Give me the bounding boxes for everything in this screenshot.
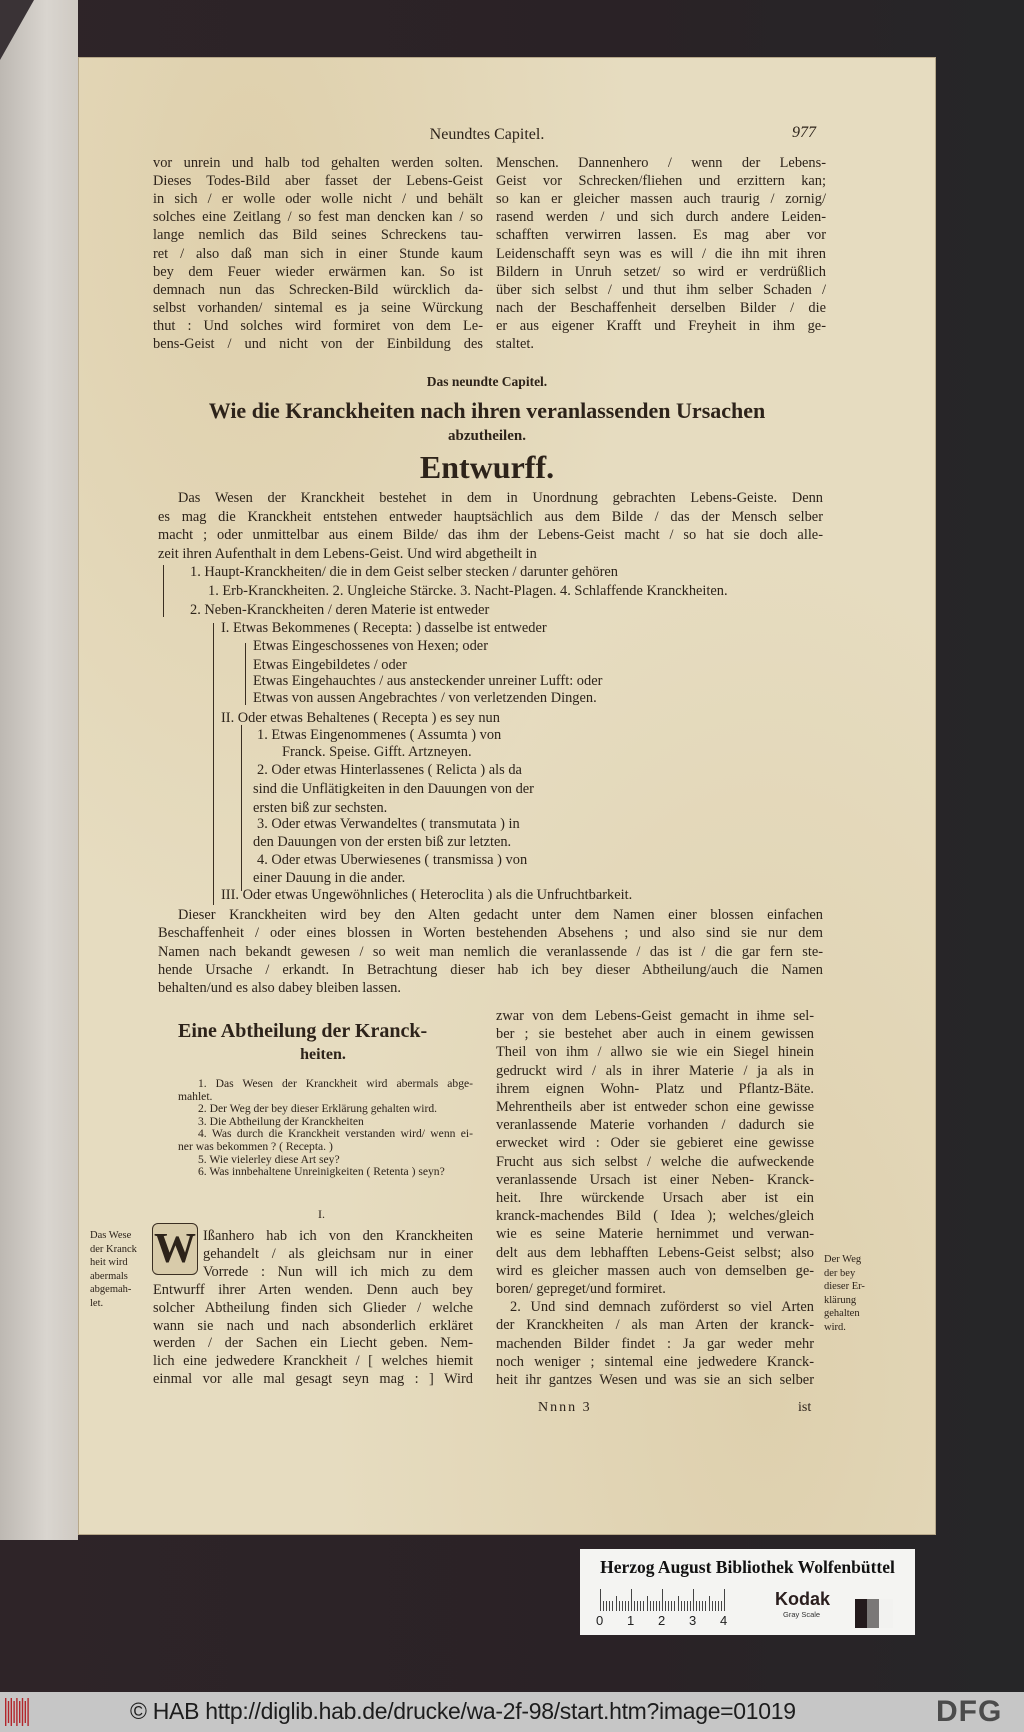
ruler-tick [718,1601,719,1611]
adjacent-page-edge [0,0,78,1540]
margin-note-line: gehalten [824,1308,860,1320]
contents-item: mahlet. [178,1089,213,1103]
ruler-tick [674,1601,675,1611]
ruler-tick [606,1601,607,1611]
ruler-tick [628,1601,629,1611]
footer-bar [0,1692,1024,1732]
text-line: macht ; oder unmittelbar aus einem Bilde/ das ihm der Lebens-Geist macht / so hat sie doch alle- [158,527,823,543]
catchword: ist [798,1400,812,1415]
outline-item: I. Etwas Bekommenes ( Recepta: ) dasselbe ist entweder [221,620,547,636]
outline-item: einer Dauung in die ander. [253,870,406,886]
text-line: selbst vorhanden/ sintemal es ja seine Würckung [153,299,483,316]
text-line: Entwurff ihrer Arten wenden. Denn auch bey [153,1281,473,1298]
text-line: der Kranckheiten / als man Arten der kranck- [496,1317,814,1334]
running-head: Neundtes Capitel. [429,126,545,143]
text-line: er aus eigener Krafft und Freyheit in ihm ge- [496,317,826,334]
text-line: Menschen. Dannenhero / wenn der Lebens- [496,155,826,171]
text-line: nach der Beschaffenheit derselben Bilder / die [496,299,826,316]
chapter-title-cont: abzutheilen. [448,428,526,444]
contents-item: 2. Der Weg der bey dieser Erklärung gehalten wird. [198,1102,438,1116]
outline-item: Franck. Speise. Gifft. Artzneyen. [282,744,472,760]
signature-mark: Nnnn 3 [538,1400,592,1415]
drop-cap-initial: W [152,1223,198,1275]
text-line: heit. Ihre würckende Ursach aber ist ein [496,1190,814,1206]
text-line: ber ; sie bestehet aber auch in einem gewissen [496,1026,814,1043]
text-line: hende Ursache / erkandt. In Betrachtung dieser hab ich bey dieser Abtheilung/auch die Namen [158,961,823,978]
margin-note-line: wird. [824,1322,846,1333]
copyright-link[interactable]: © HAB http://diglib.hab.de/drucke/wa-2f-98/start.htm?image=01019 [130,1698,796,1724]
text-line: bens-Geist / und nicht von der Einbildung des [153,336,483,352]
text-line: einmal vor alle mal gesagt seyn mag : ] Wird [153,1371,473,1388]
text-line: Leidenschafft seyn was es will / die ihn mit ihren [496,245,826,262]
page-number: 977 [792,124,816,141]
margin-note-line: heit wird [90,1257,128,1269]
text-line: bey dem Feuer wieder erwärmen kan. So ist [153,263,483,280]
text-line: heit ihr gantzes Wesen und was sie an sich selber [496,1372,814,1388]
ruler-tick [634,1601,635,1611]
page-shadow [0,0,34,60]
outline-brace [213,623,214,905]
chapter-label: Das neundte Capitel. [426,374,548,389]
ruler-tick [637,1601,638,1611]
ruler-number: 0 [596,1613,604,1628]
ruler-tick [684,1601,685,1611]
text-line: wie es seine Materie hernimmet und verwan- [496,1226,814,1243]
ruler-number: 3 [689,1613,697,1628]
ruler-tick [712,1601,713,1611]
text-line: Das Wesen der Kranckheit bestehet in dem in Unordnung gebrachten Lebens-Geiste. Denn [178,490,823,506]
book-page [78,57,936,1535]
text-line: kranck-machendes Bild ( Idea ); welches/gleich [496,1208,814,1225]
ruler-tick [662,1589,663,1611]
ruler-tick [693,1589,694,1611]
ruler-tick [643,1601,644,1611]
ruler-tick [681,1601,682,1611]
paragraph-number: I. [318,1207,325,1221]
ruler-tick [653,1601,654,1611]
kodak-logo: Kodak [775,1589,831,1609]
ruler-tick [690,1601,691,1611]
ruler-tick [622,1601,623,1611]
text-line: veranlassende Ursach ist einer Neben- Kranck- [496,1171,814,1188]
margin-note-line: let. [90,1298,104,1309]
ruler-number: 1 [627,1613,635,1628]
text-line: 2. Und sind demnach zuförderst so viel Arten [510,1299,814,1316]
outline-brace [245,643,246,705]
outline-item: 2. Neben-Kranckheiten / deren Materie ist entweder [190,602,490,618]
ruler-tick [709,1596,710,1611]
outline-item: 1. Etwas Eingenommenes ( Assumta ) von [257,727,502,743]
outline-item: II. Oder etwas Behaltenes ( Recepta ) es sey nun [221,710,500,726]
text-line: lich eine jedwedere Kranckheit / [ welches hiemit [153,1353,473,1370]
contents-item: 3. Die Abtheilung der Kranckheiten [198,1114,364,1128]
text-line: solcher Abtheilung finden sich Glieder / welche [153,1299,473,1316]
gray-swatch [879,1599,893,1628]
text-line: behalten/und es also dabey bleiben lassen. [158,980,401,997]
ruler-tick [678,1596,679,1611]
text-line: Vorrede : Nun will ich mich zu dem [203,1263,473,1280]
text-line: machenden Bilder findet : Ja gar weder mehr [496,1335,814,1352]
color-reference-chart [580,1549,915,1635]
chapter-title: Wie die Kranckheiten nach ihren veranlassenden Ursachen [208,398,766,423]
text-line: demnach nun das Schrecken-Bild würcklich da- [153,281,483,298]
margin-note-line: klärung [824,1294,857,1306]
ruler-tick [702,1601,703,1611]
text-line: Bildern in Unruh setzet/ so wird er verdrüßlich [496,263,826,280]
text-line: gehandelt / als gleichsam nur in einer [203,1245,473,1262]
text-line: boren/ gepreget/und formiret. [496,1281,666,1297]
text-line: wird es gleicher massen auch von demselben ge- [496,1262,814,1279]
outline-item: den Dauungen von der ersten biß zur letzten. [253,834,512,850]
ruler-tick [616,1596,617,1611]
margin-note-line: dieser Er- [824,1281,865,1293]
outline-item: 1. Erb-Kranckheiten. 2. Ungleiche Stärcke. 3. Nacht-Plagen. 4. Schlaffende Kranckheiten. [208,583,728,599]
margin-note-line: der Kranck [90,1243,137,1255]
ruler-tick [721,1601,722,1611]
text-line: Theil von ihm / allwo sie wie ein Siegel hinein [496,1044,814,1061]
text-line: zeit ihren Aufenthalt in dem Lebens-Geist. Und wird abgetheilt in [158,545,537,562]
outline-item: 2. Oder etwas Hinterlassenes ( Relicta ) als da [257,762,522,778]
gray-swatch [867,1599,879,1628]
text-line: solches eine Zeitlang / so fest man dencken kan / so [153,209,483,226]
ruler-tick [631,1589,632,1611]
text-line: Geist vor Schrecken/fliehen und erzittern kan; [496,173,826,190]
text-line: noch weniger ; sintemal eine jedwedere Kranck- [496,1353,814,1370]
outline-item: Etwas Eingebildetes / oder [253,657,407,673]
ruler-tick [600,1589,601,1611]
ruler-tick [696,1601,697,1611]
text-line: lange nemlich das Bild seines Schreckens tau- [153,227,483,244]
ruler-tick [724,1589,725,1611]
dfg-logo: DFG [936,1695,1003,1728]
contents-item: ner was bekommen ? ( Recepta. ) [178,1140,333,1153]
section-heading-cont: heiten. [300,1046,346,1063]
ruler-tick [699,1601,700,1611]
text-line: so kan er gleicher massen auch traurig / zornig/ [496,191,826,208]
ruler-tick [625,1601,626,1611]
text-line: vor unrein und halb tod gehalten werden solten. [153,155,483,171]
outline-item: III. Oder etwas Ungewöhnliches ( Heteroclita ) als die Unfruchtbarkeit. [221,887,633,903]
ruler-tick [659,1601,660,1611]
text-line: ret / also daß man sich in einer Stunde kaum [153,245,483,262]
ruler-tick [705,1601,706,1611]
text-line: Beschaffenheit / oder eines blossen in Worten bestehenden Absehens ; und also sind sie nur dem [158,925,823,942]
text-line: Namen nach bekandt gewesen / so weit man nemlich die veranlassende / das ist / die gar fern ste- [158,943,823,960]
hab-logo-icon [4,1697,30,1727]
text-line: Dieser Kranckheiten wird bey den Alten gedacht unter dem Namen einer blossen einfachen [178,907,823,923]
text-line: in sich / er wolle oder wolle nicht / und behält [153,191,483,208]
ruler-number: 2 [658,1613,666,1628]
outline-item: Etwas von aussen Angebrachtes / von verletzenden Dingen. [253,690,597,706]
ruler-tick [647,1596,648,1611]
outline-item: 1. Haupt-Kranckheiten/ die in dem Geist selber stecken / darunter gehören [190,564,618,580]
text-line: es mag die Kranckheit entstehen entweder hauptsächlich aus dem Bilde / das der Mensch selber [158,508,823,525]
library-name: Herzog August Bibliothek Wolfenbüttel [600,1557,895,1577]
text-line: erwecket wird : Oder sie gebieret eine gewisse [496,1135,814,1152]
contents-item: 5. Wie vielerley diese Art sey? [198,1152,340,1166]
text-line: rasend werden / und sich durch andere Leiden- [496,209,826,226]
text-line: veranlassende Materie vorhanden / dadurch sie [496,1117,814,1134]
outline-heading: Entwurff. [419,449,555,485]
text-line: staltet. [496,336,534,352]
margin-note-line: Der Weg [824,1254,862,1265]
text-line: Dieses Todes-Bild aber fasset der Lebens-Geist [153,173,483,190]
outline-item: 4. Oder etwas Uberwiesenes ( transmissa ) von [257,852,528,868]
ruler-tick [619,1601,620,1611]
outline-item: 3. Oder etwas Verwandeltes ( transmutata ) in [257,816,520,832]
ruler-tick [665,1601,666,1611]
text-line: delt aus dem lebhafften Lebens-Geist selbst; also [496,1244,814,1261]
contents-item: 1. Das Wesen der Kranckheit wird abermals abge- [198,1077,473,1090]
text-line: wann sie nach und nach absonderlich erkläret [153,1317,473,1334]
gray-scale-label: Gray Scale [783,1610,821,1619]
text-line: schafften verwirren lassen. Es mag aber vor [496,227,826,244]
contents-item: 6. Was innbehaltene Unreinigkeiten ( Retenta ) seyn? [198,1165,445,1179]
ruler-tick [656,1601,657,1611]
text-line: ihrem eignen Wohn- Platz und Pflantz-Bäte. [496,1080,814,1097]
margin-note-line: Das Wese [90,1230,132,1241]
ruler-tick [668,1601,669,1611]
outline-item: Etwas Eingeschossenes von Hexen; oder [253,638,488,654]
outline-brace [163,565,164,617]
margin-note-line: abgemah- [90,1284,132,1296]
outline-brace [241,725,242,891]
margin-note-line: abermals [90,1270,128,1282]
text-line: über sich selbst / und thut ihm selber Schaden / [496,281,826,298]
margin-note-line: der bey [824,1267,856,1279]
ruler-tick [612,1601,613,1611]
ruler-tick [687,1601,688,1611]
text-line: werden / der Sachen ein Liecht geben. Nem- [153,1335,473,1352]
text-line: Mehrentheils aber ist entweder schon eine gewisse [496,1099,814,1115]
outline-item: sind die Unflätigkeiten in den Dauungen von der [253,781,534,797]
text-line: Ißanhero hab ich von den Kranckheiten [203,1228,473,1244]
ruler-tick [640,1601,641,1611]
outline-item: ersten biß zur sechsten. [253,800,388,816]
ruler-tick [650,1601,651,1611]
outline-item: Etwas Eingehauchtes / aus ansteckender unreiner Lufft: oder [253,673,603,689]
text-line: Frucht aus sich selbst / welche die aufweckende [496,1153,814,1170]
text-line: zwar von dem Lebens-Geist gemacht in ihme sel- [496,1008,814,1024]
ruler-tick [609,1601,610,1611]
ruler-number: 4 [720,1613,728,1628]
section-heading: Eine Abtheilung der Kranck- [178,1020,428,1042]
ruler-tick [671,1601,672,1611]
ruler-tick [715,1601,716,1611]
ruler-tick [603,1601,604,1611]
text-line: gedruckt wird / als in ihrer Materie / ja als in [496,1062,814,1079]
contents-item: 4. Was durch die Kranckheit verstanden wird/ wenn ei- [198,1127,473,1141]
gray-swatch [855,1599,867,1628]
text-line: thut : Und solches wird formiret von dem Le- [153,317,483,334]
